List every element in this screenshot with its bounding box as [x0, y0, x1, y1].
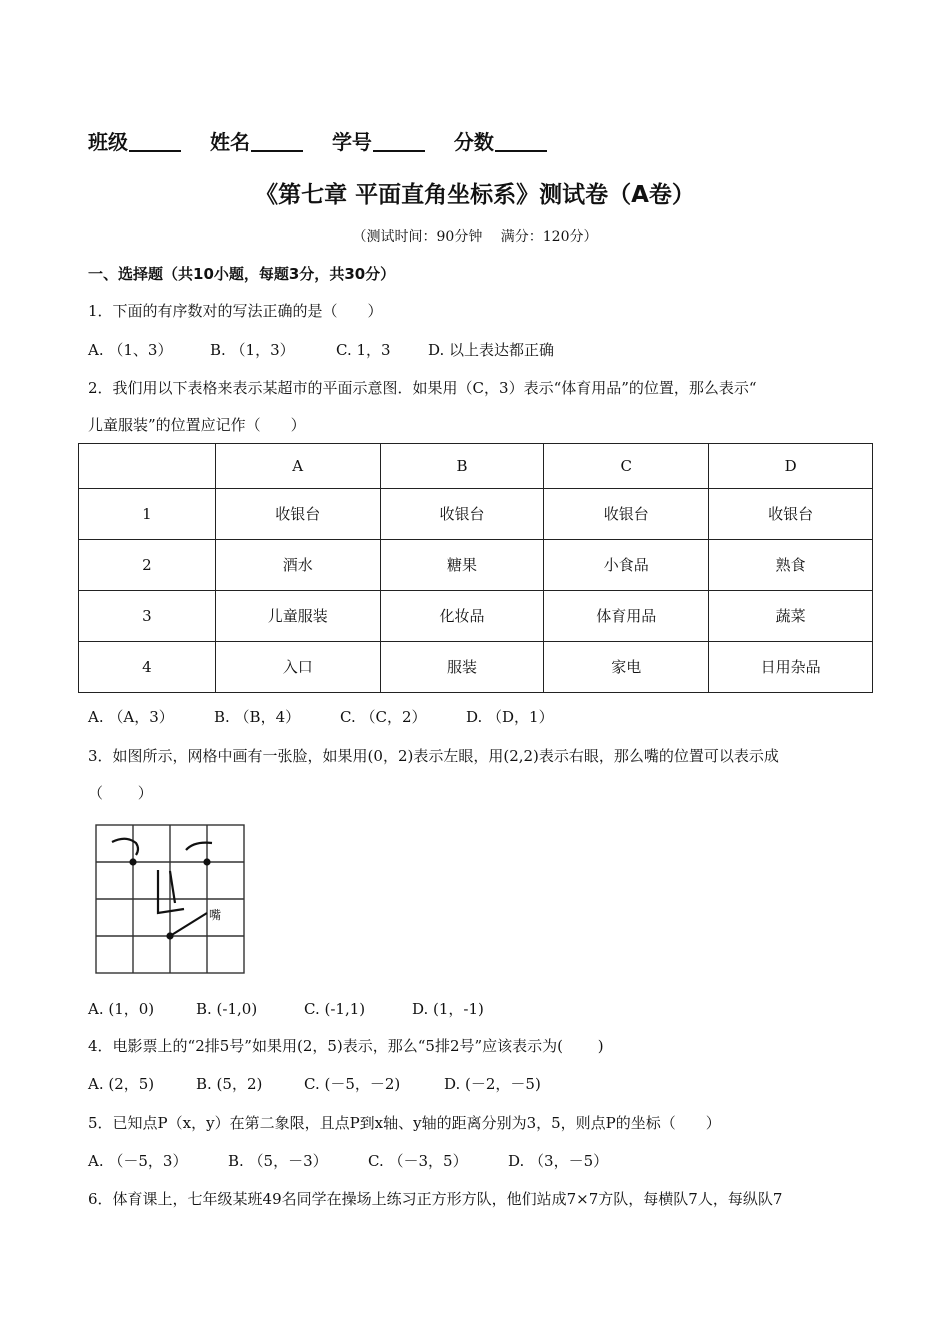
- nose-right: [170, 871, 175, 903]
- q5-option-b[interactable]: B. （5，－3）: [228, 1152, 328, 1170]
- q1-stem: 1．下面的有序数对的写法正确的是（ ）: [88, 302, 383, 320]
- table-cell: 糖果: [380, 539, 544, 590]
- q5-option-d[interactable]: D. （3，－5）: [508, 1152, 609, 1170]
- table-header-cell: C: [544, 444, 709, 489]
- table-header-cell: B: [380, 444, 544, 489]
- left-eyebrow: [112, 839, 138, 855]
- table-cell: 日用杂品: [709, 641, 873, 692]
- table-cell: 酒水: [215, 539, 380, 590]
- table-cell: 熟食: [709, 539, 873, 590]
- student-id-field[interactable]: [332, 126, 425, 155]
- q2-option-a[interactable]: A. （A，3）: [88, 708, 174, 726]
- q4-stem: 4．电影票上的“2排5号”如果用(2，5)表示，那么“5排2号”应该表示为( ): [88, 1037, 604, 1055]
- exam-subtitle: （测试时间：90分钟 满分：120分）: [352, 229, 598, 245]
- table-header-row: [79, 444, 873, 489]
- table-cell: 3: [79, 590, 216, 641]
- q4-option-c[interactable]: C. (－5，－2): [304, 1075, 401, 1093]
- q1-options: [88, 339, 554, 360]
- q4-option-d[interactable]: D. (－2，－5): [444, 1075, 541, 1093]
- q5-options: [88, 1150, 608, 1171]
- table-row: [79, 539, 873, 590]
- table-cell: 小食品: [544, 539, 709, 590]
- q3-options: [88, 998, 484, 1019]
- score-field[interactable]: [454, 126, 547, 155]
- table-cell: 入口: [215, 641, 380, 692]
- score-label: 分数: [453, 130, 494, 154]
- class-field[interactable]: [88, 126, 181, 155]
- exam-title: 《第七章 平面直角坐标系》测试卷（A卷）: [255, 182, 695, 208]
- table-cell: 服装: [380, 641, 544, 692]
- q1-option-a[interactable]: A. （1、3）: [88, 341, 173, 359]
- mouth-pointer-line: [170, 913, 207, 936]
- q2-options: [88, 706, 554, 727]
- left-eye-point: [129, 858, 136, 865]
- table-row: [79, 488, 873, 539]
- q2-option-d[interactable]: D. （D，1）: [466, 708, 554, 726]
- table-row: [79, 590, 873, 641]
- mouth-label: 嘴: [209, 908, 222, 922]
- table-cell: 家电: [544, 641, 709, 692]
- class-label: 班级: [88, 130, 128, 154]
- q5-option-c[interactable]: C. （－3，5）: [368, 1152, 468, 1170]
- table-header-cell: D: [709, 444, 873, 489]
- student-id-label: 学号: [331, 130, 372, 154]
- face-grid-figure: [88, 815, 248, 977]
- table-cell: 4: [79, 641, 216, 692]
- q1-option-c[interactable]: C. 1，3: [336, 341, 391, 359]
- supermarket-table: [78, 443, 873, 693]
- right-eye-point: [203, 858, 210, 865]
- table-cell: 收银台: [215, 488, 380, 539]
- name-blank[interactable]: [251, 130, 303, 152]
- grid-lines: [96, 825, 244, 973]
- table-cell: 化妆品: [380, 590, 544, 641]
- name-field[interactable]: [210, 126, 303, 155]
- header-fields: [88, 126, 569, 155]
- table-header-cell: [79, 444, 216, 489]
- q3-option-d[interactable]: D. (1，-1): [412, 1000, 484, 1018]
- q2-stem-line1: 2．我们用以下表格来表示某超市的平面示意图．如果用（C，3）表示“体育用品”的位置，那么表示“: [88, 379, 757, 397]
- section-title: 一、选择题（共10小题，每题3分，共30分）: [88, 265, 396, 283]
- class-blank[interactable]: [129, 130, 181, 152]
- table-cell: 2: [79, 539, 216, 590]
- q6-stem: 6．体育课上，七年级某班49名同学在操场上练习正方形方队，他们站成7×7方队，每横队7人，每纵队7: [88, 1190, 783, 1208]
- q3-option-b[interactable]: B. (-1,0): [196, 1000, 258, 1018]
- face-strokes: [112, 839, 212, 936]
- table-row: [79, 641, 873, 692]
- q2-option-b[interactable]: B. （B，4）: [214, 708, 301, 726]
- mouth-point: [166, 932, 173, 939]
- table-cell: 儿童服装: [215, 590, 380, 641]
- q2-stem-line2: 儿童服装”的位置应记作（ ）: [88, 416, 306, 434]
- q5-stem: 5．已知点P（x，y）在第二象限，且点P到x轴、y轴的距离分别为3，5，则点P的坐标（ ）: [88, 1114, 721, 1132]
- table-cell: 收银台: [544, 488, 709, 539]
- name-label: 姓名: [209, 130, 250, 154]
- table-cell: 收银台: [709, 488, 873, 539]
- q4-option-b[interactable]: B. (5，2): [196, 1075, 263, 1093]
- q1-option-b[interactable]: B. （1，3）: [210, 341, 295, 359]
- right-eyebrow: [186, 843, 212, 850]
- table-cell: 收银台: [380, 488, 544, 539]
- q3-option-a[interactable]: A. (1，0): [88, 1000, 155, 1018]
- q4-options: [88, 1073, 541, 1094]
- table-cell: 体育用品: [544, 590, 709, 641]
- q3-stem-line2: （ ）: [88, 784, 153, 802]
- table-cell: 1: [79, 488, 216, 539]
- q4-option-a[interactable]: A. (2，5): [88, 1075, 155, 1093]
- score-blank[interactable]: [495, 130, 547, 152]
- table-cell: 蔬菜: [709, 590, 873, 641]
- q5-option-a[interactable]: A. （－5，3）: [88, 1152, 188, 1170]
- q3-stem-line1: 3．如图所示，网格中画有一张脸，如果用(0，2)表示左眼，用(2,2)表示右眼，那么嘴的位置可以表示成: [88, 747, 779, 765]
- q3-option-c[interactable]: C. (-1,1): [304, 1000, 366, 1018]
- table-header-cell: A: [215, 444, 380, 489]
- q2-option-c[interactable]: C. （C，2）: [340, 708, 427, 726]
- student-id-blank[interactable]: [373, 130, 425, 152]
- q1-option-d[interactable]: D. 以上表达都正确: [428, 341, 555, 359]
